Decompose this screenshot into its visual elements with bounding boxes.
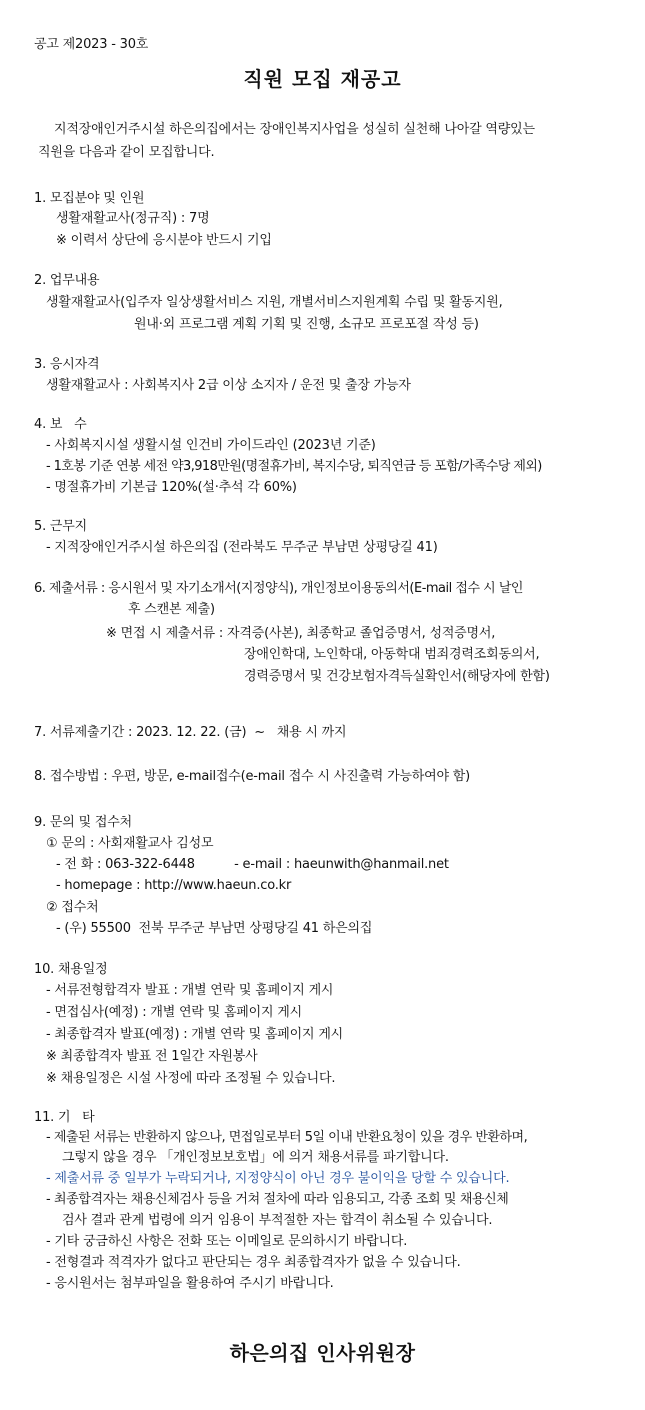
- section-line: - 사회복지시설 생활시설 인건비 가이드라인 (2023년 기준): [46, 438, 376, 453]
- section-line: 장애인학대, 노인학대, 아동학대 범죄경력조회동의서,: [244, 647, 540, 662]
- section-heading: 7. 서류제출기간 : 2023. 12. 22. (금) ~ 채용 시 까지: [34, 725, 347, 740]
- section-line: 생활재활교사 : 사회복지사 2급 이상 소지자 / 운전 및 출장 가능자: [46, 378, 411, 393]
- section-note: ※ 면접 시 제출서류 : 자격증(사본), 최종학교 졸업증명서, 성적증명서,: [106, 626, 496, 641]
- section-heading: 3. 응시자격: [34, 357, 100, 372]
- section-heading: 1. 모집분야 및 인원: [34, 191, 145, 206]
- schedule-item: - 서류전형합격자 발표 : 개별 연락 및 홈페이지 게시: [46, 983, 334, 998]
- section-note: ※ 이력서 상단에 응시분야 반드시 기입: [56, 233, 272, 248]
- etc-item: - 제출된 서류는 반환하지 않으나, 면접일로부터 5일 이내 반환요청이 있을 경우 반환하며,: [46, 1130, 528, 1145]
- schedule-item: - 면접심사(예정) : 개별 연락 및 홈페이지 게시: [46, 1005, 303, 1020]
- etc-item: - 응시원서는 첨부파일을 활용하여 주시기 바랍니다.: [46, 1276, 334, 1291]
- contact-reception: ② 접수처: [46, 900, 99, 915]
- section-line: 원내·외 프로그램 계획 기획 및 진행, 소규모 프로포절 작성 등): [134, 317, 479, 332]
- section-line: - 1호봉 기준 연봉 세전 약3,918만원(명절휴가비, 복지수당, 퇴직연금 등 포함/가족수당 제외): [46, 459, 542, 474]
- contact-homepage: - homepage : http://www.haeun.co.kr: [56, 878, 292, 893]
- section-line: 생활재활교사(정규직) : 7명: [56, 211, 210, 226]
- contact-phone-email: - 전 화 : 063-322-6448 - e-mail : haeunwith@hanmail.net: [56, 857, 449, 872]
- section-heading: 9. 문의 및 접수처: [34, 815, 132, 830]
- intro-line: 지적장애인거주시설 하은의집에서는 장애인복지사업을 성실히 실천해 나아갈 역량있는: [54, 122, 535, 137]
- notice-number: 공고 제2023 - 30호: [34, 37, 149, 52]
- section-line: 생활재활교사(입주자 일상생활서비스 지원, 개별서비스지원계획 수립 및 활동지원,: [46, 295, 503, 310]
- etc-item: - 최종합격자는 채용신체검사 등을 거쳐 절차에 따라 임용되고, 각종 조회 및 채용신체: [46, 1192, 509, 1207]
- section-heading: 4. 보 수: [34, 417, 87, 432]
- contact-address: - (우) 55500 전북 무주군 부남면 상평당길 41 하은의집: [56, 921, 373, 936]
- section-line: - 명절휴가비 기본급 120%(설·추석 각 60%): [46, 480, 297, 495]
- etc-item: - 기타 궁금하신 사항은 전화 또는 이메일로 문의하시기 바랍니다.: [46, 1234, 408, 1249]
- signature: 하은의집 인사위원장: [229, 1341, 416, 1365]
- section-heading: 6. 제출서류 : 응시원서 및 자기소개서(지정양식), 개인정보이용동의서(E-mail 접수 시 날인: [34, 581, 523, 596]
- section-line: 후 스캔본 제출): [128, 602, 215, 617]
- etc-item: 검사 결과 관계 법령에 의거 임용이 부적절한 자는 합격이 취소될 수 있습니다.: [62, 1213, 493, 1228]
- etc-item-highlight: - 제출서류 중 일부가 누락되거나, 지정양식이 아닌 경우 불이익을 당할 수 있습니다.: [46, 1171, 510, 1186]
- section-heading: 2. 업무내용: [34, 273, 100, 288]
- section-line: 경력증명서 및 건강보험자격득실확인서(해당자에 한함): [244, 669, 550, 684]
- intro-line: 직원을 다음과 같이 모집합니다.: [38, 145, 215, 160]
- section-heading: 11. 기 타: [34, 1110, 95, 1125]
- contact-inquiry: ① 문의 : 사회재활교사 김성모: [46, 836, 214, 851]
- section-line: - 지적장애인거주시설 하은의집 (전라북도 무주군 부남면 상평당길 41): [46, 540, 438, 555]
- schedule-item: - 최종합격자 발표(예정) : 개별 연락 및 홈페이지 게시: [46, 1027, 344, 1042]
- schedule-note: ※ 최종합격자 발표 전 1일간 자원봉사: [46, 1049, 258, 1064]
- schedule-note: ※ 채용일정은 시설 사정에 따라 조정될 수 있습니다.: [46, 1071, 336, 1086]
- section-heading: 10. 채용일정: [34, 962, 108, 977]
- etc-item: 그렇지 않을 경우 「개인정보보호법」에 의거 채용서류를 파기합니다.: [62, 1150, 449, 1165]
- page-title: 직원 모집 재공고: [243, 67, 402, 91]
- section-heading: 5. 근무지: [34, 519, 88, 534]
- etc-item: - 전형결과 적격자가 없다고 판단되는 경우 최종합격자가 없을 수 있습니다.: [46, 1255, 461, 1270]
- section-heading: 8. 접수방법 : 우편, 방문, e-mail접수(e-mail 접수 시 사진출력 가능하여야 함): [34, 769, 471, 784]
